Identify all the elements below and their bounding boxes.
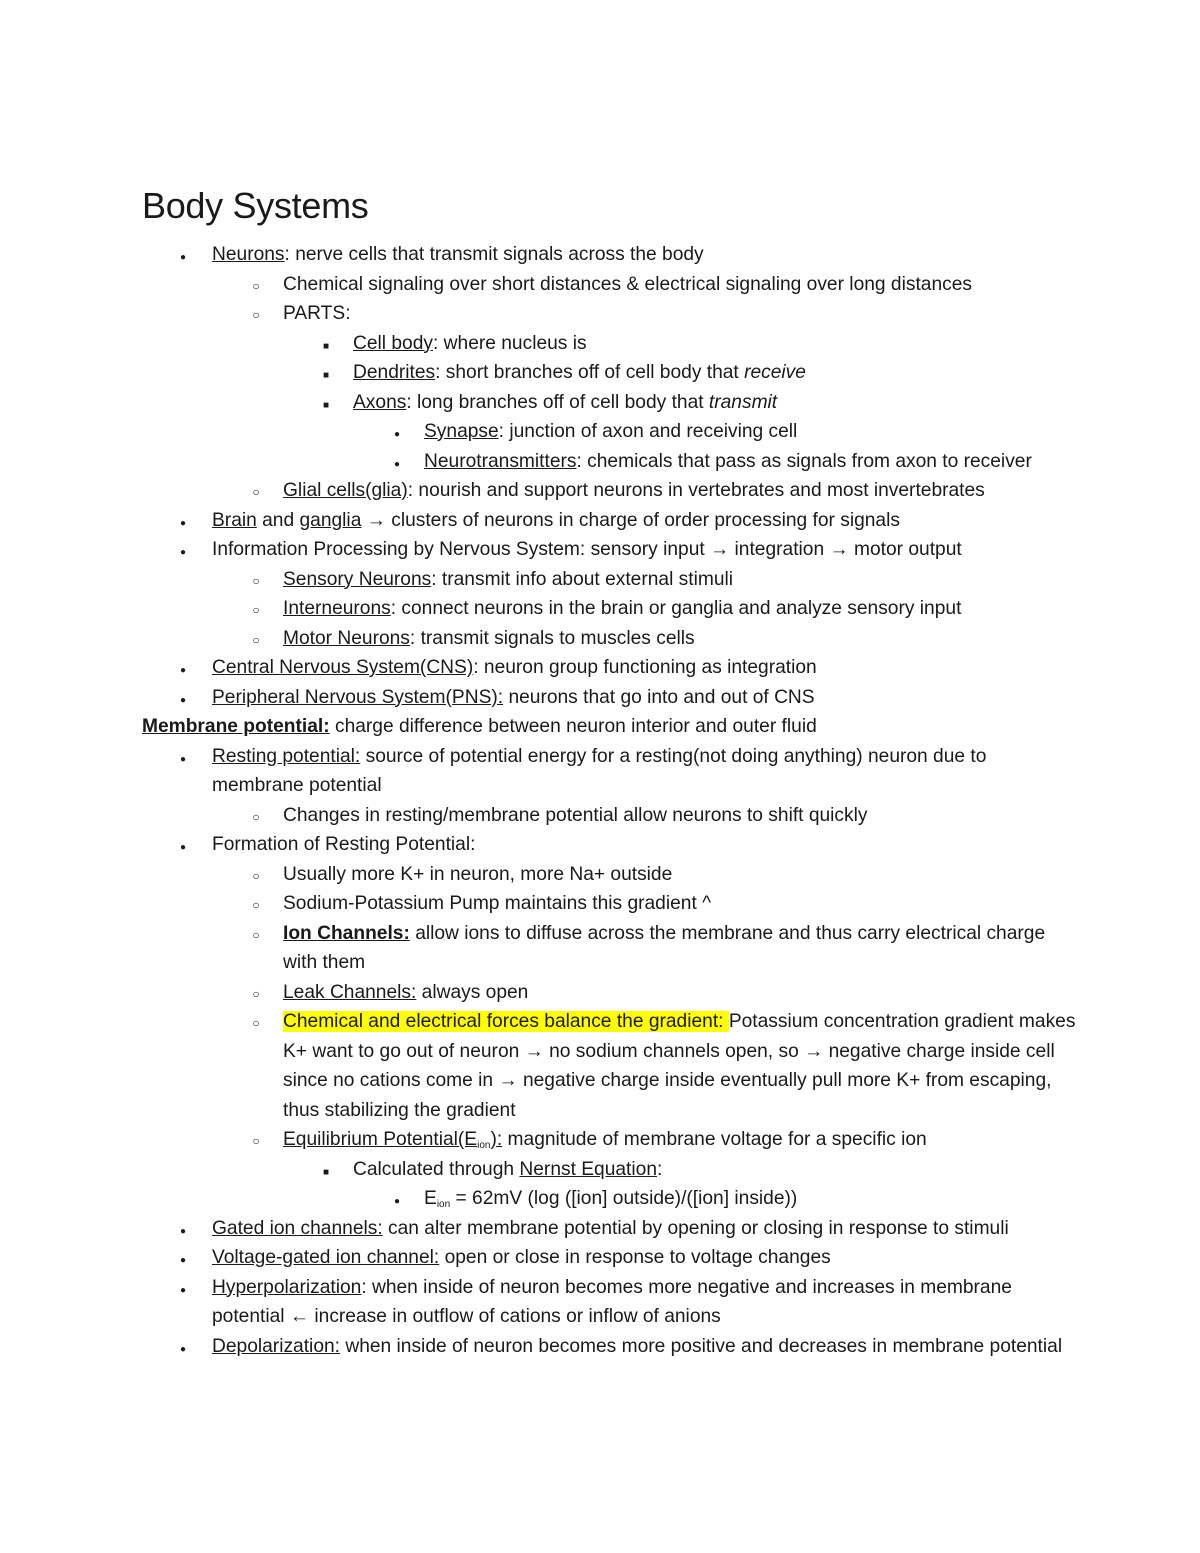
definition: : junction of axon and receiving cell bbox=[498, 421, 798, 442]
list-item-chemical-electrical-forces bbox=[142, 1007, 1082, 1125]
bullet-circle-icon bbox=[249, 299, 263, 331]
bullet-disc-icon bbox=[176, 1273, 190, 1306]
definition: Potassium concentration gradient makes K+ want to go out of neuron → no sodium channels open, so → negative charge inside cell since no cations come in → negative charge inside eventually pull more K+ from escaping, thus stabilizing the gradient bbox=[283, 1011, 1076, 1121]
term: Cell body bbox=[353, 332, 433, 354]
definition: : transmit info about external stimuli bbox=[431, 568, 734, 590]
term: Sensory Neurons bbox=[283, 568, 432, 590]
term: Membrane potential: bbox=[142, 716, 330, 737]
bullet-disc-icon bbox=[176, 1243, 190, 1276]
list-item-formation bbox=[142, 830, 1082, 860]
bullet-square-icon bbox=[319, 388, 333, 421]
text: Chemical signaling over short distances & electrical signaling over long distances bbox=[283, 273, 972, 295]
list-item-parts bbox=[142, 299, 1082, 329]
term: Axons bbox=[353, 391, 407, 413]
bullet-circle-icon bbox=[249, 919, 263, 951]
list-item-ion-channels bbox=[142, 919, 1082, 978]
term-prefix: Equilibrium Potential(E bbox=[283, 1129, 478, 1150]
text: PARTS: bbox=[283, 303, 351, 324]
list-item-voltage-gated bbox=[142, 1243, 1082, 1273]
term: Interneurons bbox=[283, 598, 391, 619]
term: Dendrites bbox=[353, 362, 436, 383]
list-item-information-processing bbox=[142, 535, 1082, 565]
subscript: ion bbox=[436, 1199, 451, 1210]
term bbox=[283, 1129, 502, 1150]
term: Nernst Equation bbox=[519, 1158, 657, 1180]
bullet-circle-icon bbox=[249, 1007, 263, 1039]
list-item-usually bbox=[142, 860, 1082, 890]
text: : bbox=[657, 1158, 663, 1180]
bullet-disc-icon bbox=[176, 506, 190, 539]
text: Changes in resting/membrane potential allow neurons to shift quickly bbox=[283, 804, 868, 826]
term: Central Nervous System(CNS) bbox=[212, 657, 474, 678]
term: Leak Channels: bbox=[283, 981, 417, 1003]
text: Calculated through bbox=[353, 1158, 520, 1180]
bullet-disc-icon bbox=[176, 535, 190, 568]
bullet-circle-icon bbox=[249, 860, 263, 892]
term: ganglia bbox=[299, 509, 362, 531]
bullet-disc-icon bbox=[176, 683, 190, 716]
bullet-square-icon bbox=[319, 329, 333, 362]
bullet-disc-icon bbox=[390, 447, 404, 480]
definition: : when inside of neuron becomes more negative and increases in membrane potential ← increase in outflow of cations or inflow of anions bbox=[212, 1276, 1012, 1327]
definition: : nerve cells that transmit signals across the body bbox=[284, 244, 704, 265]
definition: charge difference between neuron interior and outer fluid bbox=[329, 716, 817, 737]
definition: magnitude of membrane voltage for a specific ion bbox=[502, 1129, 927, 1150]
definition: always open bbox=[416, 981, 529, 1003]
text: Formation of Resting Potential: bbox=[212, 834, 476, 855]
bullet-circle-icon bbox=[249, 565, 263, 597]
list-item-gated-channels bbox=[142, 1214, 1082, 1244]
term: Gated ion channels: bbox=[212, 1217, 383, 1239]
list-item-resting-potential bbox=[142, 742, 1082, 801]
list-item-nernst bbox=[142, 1155, 1082, 1185]
bullet-circle-icon bbox=[249, 624, 263, 656]
bullet-square-icon bbox=[319, 358, 333, 391]
term-suffix: ): bbox=[490, 1129, 503, 1150]
definition: : where nucleus is bbox=[433, 332, 587, 354]
term: Hyperpolarization bbox=[212, 1276, 362, 1298]
list-item-neurons bbox=[142, 240, 1082, 270]
list-item-leak-channels bbox=[142, 978, 1082, 1008]
page-title: Body Systems bbox=[142, 185, 369, 226]
definition: → clusters of neurons in charge of order processing for signals bbox=[361, 509, 900, 531]
definition: source of potential energy for a resting(not doing anything) neuron due to membrane potential bbox=[212, 745, 987, 796]
term: Glial cells(glia) bbox=[283, 480, 408, 501]
list-item-formula bbox=[142, 1184, 1082, 1214]
list-item-interneurons bbox=[142, 594, 1082, 624]
heading-membrane-potential bbox=[142, 712, 1082, 742]
bullet-circle-icon bbox=[249, 270, 263, 302]
bullet-circle-icon bbox=[249, 978, 263, 1010]
definition: can alter membrane potential by opening or closing in response to stimuli bbox=[382, 1217, 1009, 1239]
definition: : nourish and support neurons in vertebrates and most invertebrates bbox=[407, 480, 985, 501]
definition: when inside of neuron becomes more positive and decreases in membrane potential bbox=[340, 1335, 1063, 1357]
term: Peripheral Nervous System(PNS): bbox=[212, 686, 504, 708]
bullet-disc-icon bbox=[390, 417, 404, 450]
list-item-motor-neurons bbox=[142, 624, 1082, 654]
list-item-chemical-signaling bbox=[142, 270, 1082, 300]
list-item-sensory-neurons bbox=[142, 565, 1082, 595]
list-item-cell-body bbox=[142, 329, 1082, 359]
document-body bbox=[142, 186, 1082, 1361]
definition: : transmit signals to muscles cells bbox=[409, 627, 695, 649]
list-item-hyperpolarization bbox=[142, 1273, 1082, 1332]
list-item-depolarization bbox=[142, 1332, 1082, 1362]
term: Brain bbox=[212, 509, 257, 531]
definition: neurons that go into and out of CNS bbox=[503, 686, 815, 708]
list-item-dendrites bbox=[142, 358, 1082, 388]
term: Synapse bbox=[424, 421, 499, 442]
bullet-disc-icon bbox=[176, 830, 190, 863]
definition: : long branches off of cell body that bbox=[406, 391, 709, 413]
definition: : neuron group functioning as integration bbox=[473, 657, 817, 678]
bullet-disc-icon bbox=[390, 1184, 404, 1217]
text: Sodium-Potassium Pump maintains this gradient ^ bbox=[283, 893, 712, 914]
bullet-circle-icon bbox=[249, 594, 263, 626]
bullet-circle-icon bbox=[249, 889, 263, 921]
bullet-circle-icon bbox=[249, 476, 263, 508]
list-item-brain-ganglia bbox=[142, 506, 1082, 536]
term: Depolarization: bbox=[212, 1335, 340, 1357]
text: Information Processing by Nervous System: sensory input → integration → motor output bbox=[212, 539, 962, 560]
term: Motor Neurons bbox=[283, 627, 410, 649]
bullet-disc-icon bbox=[176, 1214, 190, 1247]
text: and bbox=[256, 509, 300, 531]
term: Neurons bbox=[212, 244, 285, 265]
term: Neurotransmitters bbox=[424, 450, 577, 472]
list-item-changes bbox=[142, 801, 1082, 831]
list-item-neurotransmitters bbox=[142, 447, 1082, 477]
list-item-equilibrium-potential bbox=[142, 1125, 1082, 1155]
term: Voltage-gated ion channel: bbox=[212, 1247, 440, 1268]
subscript: ion bbox=[477, 1140, 491, 1151]
definition: : short branches off of cell body that bbox=[435, 362, 745, 383]
bullet-circle-icon bbox=[249, 801, 263, 833]
text: Usually more K+ in neuron, more Na+ outside bbox=[283, 863, 673, 885]
formula-text: = 62mV (log ([ion] outside)/([ion] inside)) bbox=[450, 1188, 798, 1209]
definition: allow ions to diffuse across the membrane and thus carry electrical charge with them bbox=[283, 922, 1046, 973]
list-item-cns bbox=[142, 653, 1082, 683]
bullet-disc-icon bbox=[176, 742, 190, 775]
definition: : chemicals that pass as signals from axon to receiver bbox=[576, 450, 1032, 472]
list-item-synapse bbox=[142, 417, 1082, 447]
term: Resting potential: bbox=[212, 745, 361, 767]
definition: : connect neurons in the brain or ganglia and analyze sensory input bbox=[390, 598, 962, 619]
emphasis: receive bbox=[744, 362, 806, 383]
list-item-glial-cells bbox=[142, 476, 1082, 506]
bullet-square-icon bbox=[319, 1155, 333, 1188]
bullet-disc-icon bbox=[176, 240, 190, 273]
list-item-pns bbox=[142, 683, 1082, 713]
definition: open or close in response to voltage changes bbox=[439, 1247, 831, 1268]
list-item-axons bbox=[142, 388, 1082, 418]
list-item-pump bbox=[142, 889, 1082, 919]
term: Ion Channels: bbox=[283, 922, 410, 944]
formula-symbol: E bbox=[424, 1188, 437, 1209]
emphasis: transmit bbox=[708, 391, 778, 413]
highlighted-text: Chemical and electrical forces balance the gradient: bbox=[283, 1011, 729, 1032]
bullet-disc-icon bbox=[176, 1332, 190, 1365]
bullet-disc-icon bbox=[176, 653, 190, 686]
bullet-circle-icon bbox=[249, 1125, 263, 1157]
